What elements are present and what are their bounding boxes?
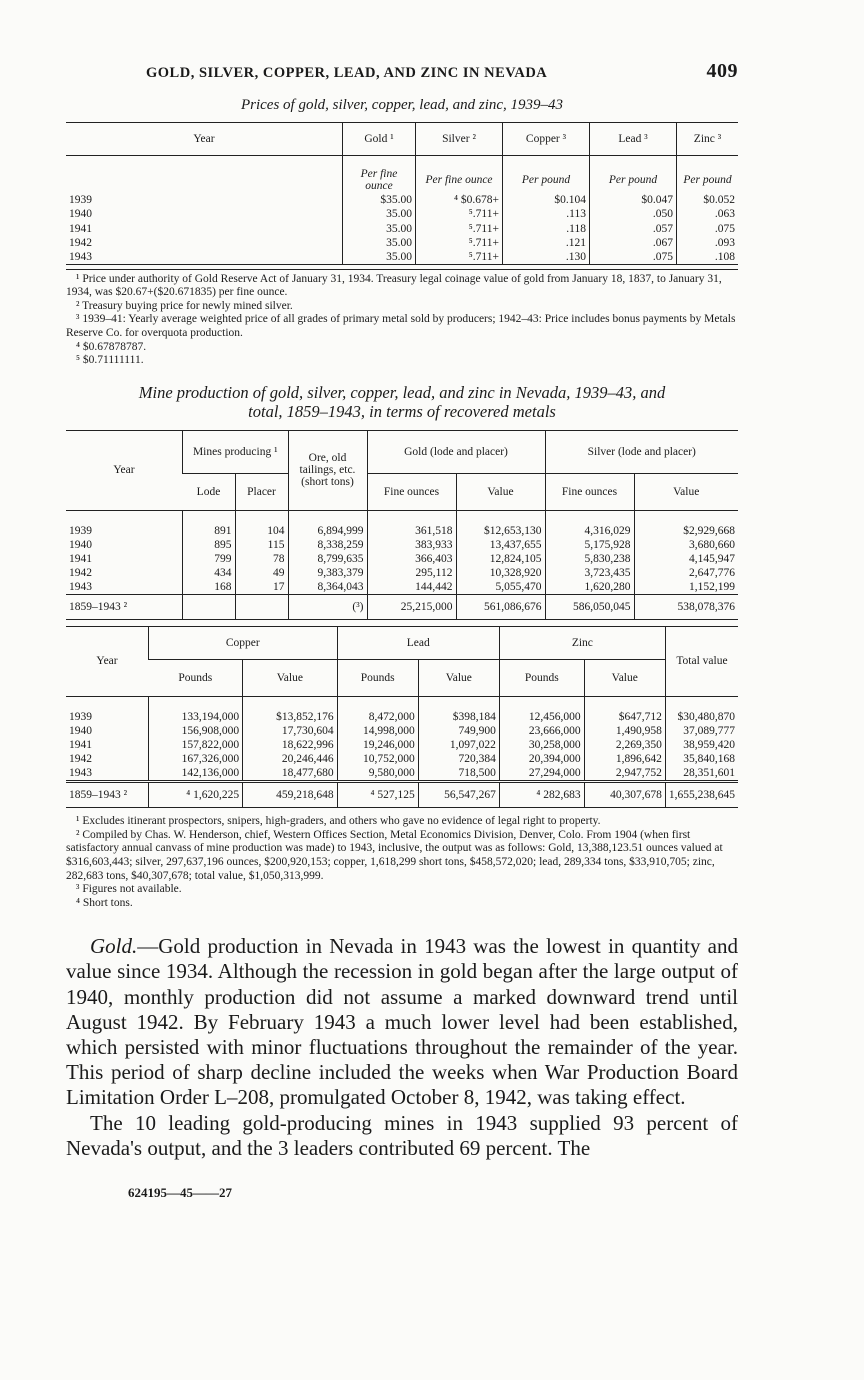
prices-table	[66, 122, 738, 264]
paragraph-1-text: —Gold production in Nevada in 1943 was the lowest in quantity and value since 1934. Although the recession in gold began after the large output of 1940, monthly production did not assume a marked downward trend until August 1942. By February 1943 a much lower level had been established, which persisted with minor fluctuations throughout the remainder of the year. This period of sharp decline included the weeks when War Production Board Limitation Order L–208, promulgated October 8, 1942, was taking effect.	[66, 934, 738, 1110]
price-cell: .121	[503, 236, 590, 250]
total-cell: 586,050,045	[545, 594, 634, 619]
data-cell: 49	[235, 566, 288, 580]
p2-col-copper-lb: Pounds	[149, 659, 243, 696]
price-cell: .118	[503, 222, 590, 236]
price-cell: $35.00	[343, 193, 416, 207]
p1-col-silver-value: Value	[634, 473, 738, 510]
data-cell: 10,752,000	[337, 752, 418, 766]
total-cell: ⁴ 1,620,225	[149, 782, 243, 808]
p1-col-year: Year	[66, 430, 183, 510]
footnote: ⁴ $0.67878787.	[76, 340, 147, 353]
data-cell: 9,383,379	[288, 566, 367, 580]
data-cell: 383,933	[367, 538, 456, 552]
data-cell: 749,900	[418, 724, 499, 738]
unit-cell: Per fine ounce	[416, 156, 503, 194]
year-cell: 1942	[69, 236, 92, 249]
data-cell: 1,490,958	[584, 724, 665, 738]
year-cell: 1941	[69, 552, 92, 565]
data-cell: 1,152,199	[634, 580, 738, 595]
data-cell: 30,258,000	[499, 738, 584, 752]
production-footnotes	[66, 812, 738, 910]
data-cell: 19,246,000	[337, 738, 418, 752]
year-cell: 1940	[69, 538, 92, 551]
running-head	[146, 60, 738, 83]
data-cell: 895	[183, 538, 236, 552]
total-cell: 561,086,676	[456, 594, 545, 619]
production2-subheader-row	[66, 659, 738, 696]
price-cell: .075	[590, 250, 677, 265]
year-cell: 1939	[69, 194, 92, 207]
data-cell: 434	[183, 566, 236, 580]
year-cell: 1943	[69, 767, 92, 780]
table-row	[66, 724, 738, 738]
data-cell: 361,518	[367, 510, 456, 538]
data-cell: 168	[183, 580, 236, 595]
data-cell: 10,328,920	[456, 566, 545, 580]
data-cell: 104	[235, 510, 288, 538]
year-cell: 1943	[69, 580, 92, 593]
price-cell: .108	[677, 250, 739, 265]
total-cell: 1,655,238,645	[665, 782, 738, 808]
caption-line-1: Mine production of gold, silver, copper, lead, and zinc in Nevada, 1939–43, and	[138, 382, 666, 402]
print-code: 624195—45——27	[128, 1184, 232, 1200]
year-cell: 1941	[69, 739, 92, 752]
table-row	[66, 580, 738, 595]
data-cell: 78	[235, 552, 288, 566]
data-cell: 8,472,000	[337, 696, 418, 724]
footnote: ² Compiled by Chas. W. Henderson, chief, Western Offices Section, Metal Economics Division, Denver, Colo. From 1904 (when first satisfactory annual canvass of mine production was made) to 1943, inclusive, the output was as follows: Gold, 13,388,123.51 ounces valued at $316,603,443; silver, 297,637,196 ounces, $200,920,153; copper, 1,618,299 short tons, $458,572,020; lead, 289,334 tons, $33,910,705; zinc, 282,683 tons, $40,307,678; total value, $1,050,313,999.	[66, 828, 723, 882]
total-cell: ⁴ 527,125	[337, 782, 418, 808]
production2-header-row	[66, 626, 738, 659]
footnote: ¹ Excludes itinerant prospectors, snipers, high-graders, and others who gave no evidence of legal right to property.	[76, 815, 601, 828]
unit-cell: Per pound	[677, 156, 739, 194]
data-cell: 23,666,000	[499, 724, 584, 738]
data-cell: 799	[183, 552, 236, 566]
price-cell: .130	[503, 250, 590, 265]
table-row	[66, 250, 738, 265]
p1-col-gold-oz: Fine ounces	[367, 473, 456, 510]
prices-col-copper: Copper ³	[503, 123, 590, 156]
p2-col-lead-value: Value	[418, 659, 499, 696]
footnote: ⁵ $0.71111111.	[76, 354, 144, 367]
table-row	[66, 207, 738, 221]
data-cell: 35,840,168	[665, 752, 738, 766]
prices-col-year: Year	[66, 123, 343, 156]
p2-col-lead: Lead	[337, 626, 499, 659]
data-cell: 8,799,635	[288, 552, 367, 566]
table-row	[66, 738, 738, 752]
p2-col-zinc-lb: Pounds	[499, 659, 584, 696]
price-cell: $0.104	[503, 193, 590, 207]
data-cell: 3,723,435	[545, 566, 634, 580]
total-cell: 538,078,376	[634, 594, 738, 619]
price-cell: .050	[590, 207, 677, 221]
p1-col-lode: Lode	[183, 473, 236, 510]
data-cell: 144,442	[367, 580, 456, 595]
data-cell: $30,480,870	[665, 696, 738, 724]
p1-col-placer: Placer	[235, 473, 288, 510]
footnote: ³ Figures not available.	[76, 883, 182, 896]
data-cell: 8,338,259	[288, 538, 367, 552]
price-cell: .075	[677, 222, 739, 236]
data-cell: 5,055,470	[456, 580, 545, 595]
table-row	[66, 552, 738, 566]
data-cell: 17	[235, 580, 288, 595]
total-cell: 40,307,678	[584, 782, 665, 808]
price-cell: .063	[677, 207, 739, 221]
table-row	[66, 752, 738, 766]
p2-col-year: Year	[66, 626, 149, 696]
data-cell: 9,580,000	[337, 766, 418, 782]
p1-col-gold-value: Value	[456, 473, 545, 510]
p1-col-silver: Silver (lode and placer)	[545, 430, 738, 473]
table-row	[66, 538, 738, 552]
p2-col-copper-value: Value	[243, 659, 338, 696]
total-row	[66, 594, 738, 619]
data-cell: 167,326,000	[149, 752, 243, 766]
data-cell: 37,089,777	[665, 724, 738, 738]
data-cell: 17,730,604	[243, 724, 338, 738]
table-row	[66, 566, 738, 580]
prices-col-silver: Silver ²	[416, 123, 503, 156]
prices-col-zinc: Zinc ³	[677, 123, 739, 156]
data-cell: $12,653,130	[456, 510, 545, 538]
page-number: 409	[706, 60, 738, 82]
price-cell: ⁵.711+	[416, 236, 503, 250]
p1-col-ore: Ore, old tailings, etc. (short tons)	[288, 430, 367, 510]
total-cell	[183, 594, 236, 619]
data-cell: 18,622,996	[243, 738, 338, 752]
data-cell: 3,680,660	[634, 538, 738, 552]
data-cell: 27,294,000	[499, 766, 584, 782]
year-cell: 1940	[69, 208, 92, 221]
footnote: ³ 1939–41: Yearly average weighted price of all grades of primary metal sold by producers; 1942–43: Price includes bonus payments by Metals Reserve Co. for overquota production.	[66, 313, 736, 339]
unit-cell	[66, 156, 343, 194]
production-table-part2	[66, 626, 738, 808]
price-cell: ⁵.711+	[416, 250, 503, 265]
price-cell: $0.047	[590, 193, 677, 207]
body-text	[66, 934, 738, 1161]
data-cell: 1,097,022	[418, 738, 499, 752]
production-table-caption	[66, 384, 738, 422]
total-row	[66, 782, 738, 808]
price-cell: .067	[590, 236, 677, 250]
prices-col-gold: Gold ¹	[343, 123, 416, 156]
year-cell: 1940	[69, 725, 92, 737]
data-cell: $647,712	[584, 696, 665, 724]
paragraph-2: The 10 leading gold-producing mines in 1943 supplied 93 percent of Nevada's output, and the 3 leaders contributed 69 percent. The	[66, 1110, 738, 1160]
unit-cell: Per pound	[503, 156, 590, 194]
unit-cell: Per fine ounce	[343, 156, 416, 194]
data-cell: 20,394,000	[499, 752, 584, 766]
data-cell: 14,998,000	[337, 724, 418, 738]
prices-units-row	[66, 156, 738, 194]
data-cell: 1,620,280	[545, 580, 634, 595]
prices-header-row	[66, 123, 738, 156]
data-cell: 12,456,000	[499, 696, 584, 724]
year-cell: 1939	[69, 524, 92, 537]
total-cell	[235, 594, 288, 619]
year-cell: 1942	[69, 753, 92, 766]
data-cell: 295,112	[367, 566, 456, 580]
unit-cell: Per pound	[590, 156, 677, 194]
data-cell: 133,194,000	[149, 696, 243, 724]
data-cell: 2,269,350	[584, 738, 665, 752]
data-cell: $2,929,668	[634, 510, 738, 538]
paragraph-1	[66, 934, 738, 1110]
year-cell: 1939	[69, 710, 92, 723]
total-label: 1859–1943 ²	[66, 594, 183, 619]
data-cell: 891	[183, 510, 236, 538]
price-cell: 35.00	[343, 250, 416, 265]
data-cell: 20,246,446	[243, 752, 338, 766]
table-row	[66, 236, 738, 250]
table-row	[66, 222, 738, 236]
p2-col-copper: Copper	[149, 626, 338, 659]
price-cell: ⁵.711+	[416, 207, 503, 221]
data-cell: 18,477,680	[243, 766, 338, 782]
data-cell: 4,316,029	[545, 510, 634, 538]
price-cell: ⁵.711+	[416, 222, 503, 236]
price-cell: .057	[590, 222, 677, 236]
prices-table-caption: Prices of gold, silver, copper, lead, and zinc, 1939–43	[240, 97, 564, 113]
p2-col-lead-lb: Pounds	[337, 659, 418, 696]
p2-col-zinc: Zinc	[499, 626, 665, 659]
caption-line-2: total, 1859–1943, in terms of recovered metals	[248, 401, 556, 421]
production-table-part1	[66, 430, 738, 620]
production1-header-row	[66, 430, 738, 473]
total-label: 1859–1943 ²	[66, 782, 149, 808]
p1-col-gold: Gold (lode and placer)	[367, 430, 545, 473]
p1-col-mines: Mines producing ¹	[183, 430, 289, 473]
data-cell: 157,822,000	[149, 738, 243, 752]
section-lead-in: Gold.	[90, 934, 138, 959]
price-cell: .093	[677, 236, 739, 250]
total-cell: (³)	[288, 594, 367, 619]
data-cell: 142,136,000	[149, 766, 243, 782]
price-cell: ⁴ $0.678+	[416, 193, 503, 207]
data-cell: $398,184	[418, 696, 499, 724]
data-cell: 366,403	[367, 552, 456, 566]
data-cell: 5,175,928	[545, 538, 634, 552]
data-cell: 2,947,752	[584, 766, 665, 782]
p1-col-silver-oz: Fine ounces	[545, 473, 634, 510]
prices-footnotes	[66, 269, 738, 368]
total-cell: ⁴ 282,683	[499, 782, 584, 808]
price-cell: 35.00	[343, 236, 416, 250]
year-cell: 1941	[69, 222, 92, 235]
price-cell: 35.00	[343, 222, 416, 236]
data-cell: 12,824,105	[456, 552, 545, 566]
price-cell: $0.052	[677, 193, 739, 207]
data-cell: 8,364,043	[288, 580, 367, 595]
table-row	[66, 696, 738, 724]
data-cell: 115	[235, 538, 288, 552]
data-cell: 720,384	[418, 752, 499, 766]
data-cell: 28,351,601	[665, 766, 738, 782]
footnote: ¹ Price under authority of Gold Reserve Act of January 31, 1934. Treasury legal coinage value of gold from January 18, 1837, to January 31, 1934, was $20.67+($20.671835) per fine ounce.	[66, 272, 722, 299]
total-cell: 25,215,000	[367, 594, 456, 619]
prices-table-body	[66, 156, 738, 264]
running-title: GOLD, SILVER, COPPER, LEAD, AND ZINC IN NEVADA	[146, 65, 548, 81]
data-cell: 1,896,642	[584, 752, 665, 766]
data-cell: $13,852,176	[243, 696, 338, 724]
prices-col-lead: Lead ³	[590, 123, 677, 156]
price-cell: .113	[503, 207, 590, 221]
production2-body	[66, 696, 738, 807]
data-cell: 2,647,776	[634, 566, 738, 580]
production1-body	[66, 510, 738, 619]
footnote: ⁴ Short tons.	[76, 896, 133, 909]
p2-col-zinc-value: Value	[584, 659, 665, 696]
p2-col-total: Total value	[665, 626, 738, 696]
document-page	[66, 60, 738, 1201]
data-cell: 156,908,000	[149, 724, 243, 738]
price-cell: 35.00	[343, 207, 416, 221]
table-row	[66, 766, 738, 782]
data-cell: 718,500	[418, 766, 499, 782]
data-cell: 38,959,420	[665, 738, 738, 752]
data-cell: 6,894,999	[288, 510, 367, 538]
data-cell: 4,145,947	[634, 552, 738, 566]
year-cell: 1942	[69, 566, 92, 579]
total-cell: 56,547,267	[418, 782, 499, 808]
data-cell: 5,830,238	[545, 552, 634, 566]
table-row	[66, 510, 738, 538]
data-cell: 13,437,655	[456, 538, 545, 552]
table-row	[66, 193, 738, 207]
year-cell: 1943	[66, 250, 343, 265]
total-cell: 459,218,648	[243, 782, 338, 808]
footnote: ² Treasury buying price for newly mined silver.	[76, 299, 293, 312]
